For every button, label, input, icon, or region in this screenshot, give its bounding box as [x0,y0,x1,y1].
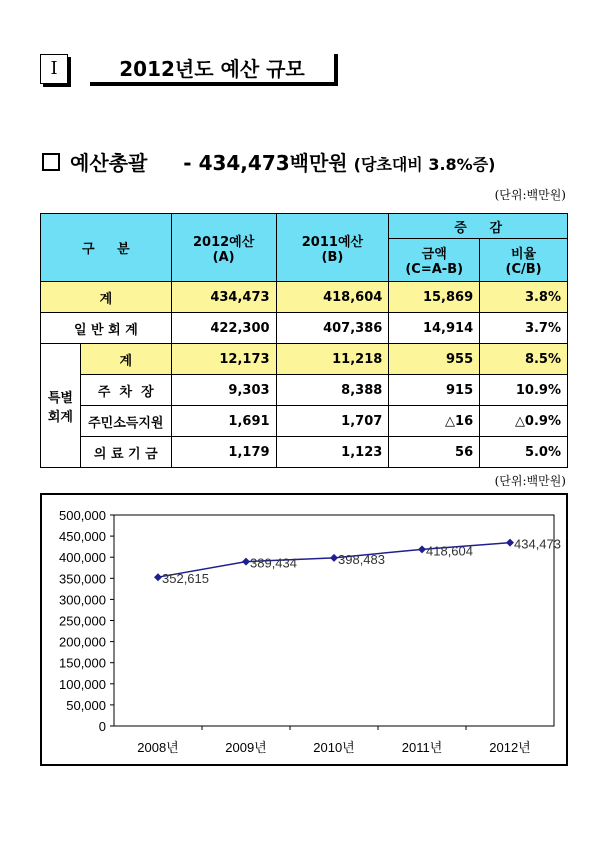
checkbox-bullet-icon [42,153,60,171]
table-row-general [41,313,568,344]
header-amount [389,239,480,282]
table-row-special-total [41,344,568,375]
medical-fund-a: 1,179 [171,437,276,468]
data-label: 352,615 [162,571,209,587]
parking-label: 주 차 장 [80,375,171,406]
chart-unit-label: (단위:백만원) [494,474,566,488]
parking-ratio: 10.9% [480,375,568,406]
parking-c: 915 [389,375,480,406]
table-unit-label: (단위:백만원) [494,188,566,202]
total-ratio: 3.8% [480,282,568,313]
data-label: 398,483 [338,551,385,567]
resident-income-a: 1,691 [171,406,276,437]
y-tick-label: 0 [98,719,106,734]
headline-note: (당초대비 3.8%증) [353,155,496,174]
header-2012-sub: (A) [212,249,235,265]
medical-fund-label: 의 료 기 금 [80,437,171,468]
y-tick-label: 100,000 [59,676,106,692]
x-tick-label: 2012년 [489,740,531,755]
special-total-b: 11,218 [276,344,389,375]
y-tick-label: 300,000 [59,592,106,608]
y-tick-label: 200,000 [59,634,106,650]
total-label: 계 [41,282,172,313]
total-a: 434,473 [171,282,276,313]
header-ratio-sub: (C/B) [505,262,542,277]
data-point-marker [506,539,514,547]
table-row-resident-income [41,406,568,437]
plot-area [114,515,554,726]
resident-income-label: 주민소득지원 [80,406,171,437]
general-a: 422,300 [171,313,276,344]
x-tick-label: 2011년 [401,740,443,755]
data-point-marker [330,554,338,562]
data-point-marker [154,573,162,581]
x-tick-label: 2008년 [137,740,179,755]
headline-amount: 434,473백만원 [198,151,348,175]
total-c: 15,869 [389,282,480,313]
section-numeral: Ⅰ [40,54,68,84]
x-tick-label: 2010년 [313,740,355,755]
y-tick-label: 150,000 [59,655,106,671]
table-row-total [41,282,568,313]
headline-dash: - [183,151,192,175]
y-tick-label: 350,000 [59,571,106,587]
budget-table [40,213,568,468]
special-group-label [41,344,81,468]
table-header-row [41,214,568,239]
special-total-ratio: 8.5% [480,344,568,375]
header-change: 증 감 [389,214,568,239]
special-total-a: 12,173 [171,344,276,375]
header-amount-sub: (C=A-B) [405,262,464,277]
data-label: 418,604 [426,543,473,559]
data-label: 434,473 [514,536,561,552]
header-2012-budget [171,214,276,282]
header-category: 구 분 [41,214,172,282]
x-tick-label: 2009년 [225,740,267,755]
header-2011-label: 2011예산 [301,234,364,250]
headline-label: 예산총괄 [70,151,148,175]
resident-income-ratio: △0.9% [480,406,568,437]
data-point-marker [418,545,426,553]
general-ratio: 3.7% [480,313,568,344]
total-b: 418,604 [276,282,389,313]
header-2011-sub: (B) [321,249,344,265]
section-title: 2012년도 예산 규모 [90,54,338,86]
budget-summary-headline [42,147,495,176]
y-tick-label: 450,000 [59,529,106,545]
general-label: 일 반 회 계 [41,313,172,344]
resident-income-b: 1,707 [276,406,389,437]
medical-fund-ratio: 5.0% [480,437,568,468]
header-amount-label: 금액 [421,247,447,262]
parking-a: 9,303 [171,375,276,406]
header-2012-label: 2012예산 [192,234,255,250]
header-2011-budget [276,214,389,282]
special-group-line2: 회계 [47,409,73,425]
resident-income-c: △16 [389,406,480,437]
general-c: 14,914 [389,313,480,344]
y-tick-label: 500,000 [59,508,106,523]
y-tick-label: 250,000 [59,613,106,629]
special-group-line1: 특별 [47,390,73,406]
budget-trend-chart-svg [42,495,566,764]
y-tick-label: 400,000 [59,550,106,566]
y-tick-label: 50,000 [66,697,106,713]
budget-trend-chart [40,493,568,766]
general-b: 407,386 [276,313,389,344]
header-ratio [480,239,568,282]
table-row-parking [41,375,568,406]
special-total-c: 955 [389,344,480,375]
data-point-marker [242,558,250,566]
data-label: 389,434 [250,555,297,571]
medical-fund-c: 56 [389,437,480,468]
table-row-medical-fund [41,437,568,468]
special-total-label: 계 [80,344,171,375]
medical-fund-b: 1,123 [276,437,389,468]
header-ratio-label: 비율 [511,247,537,262]
parking-b: 8,388 [276,375,389,406]
